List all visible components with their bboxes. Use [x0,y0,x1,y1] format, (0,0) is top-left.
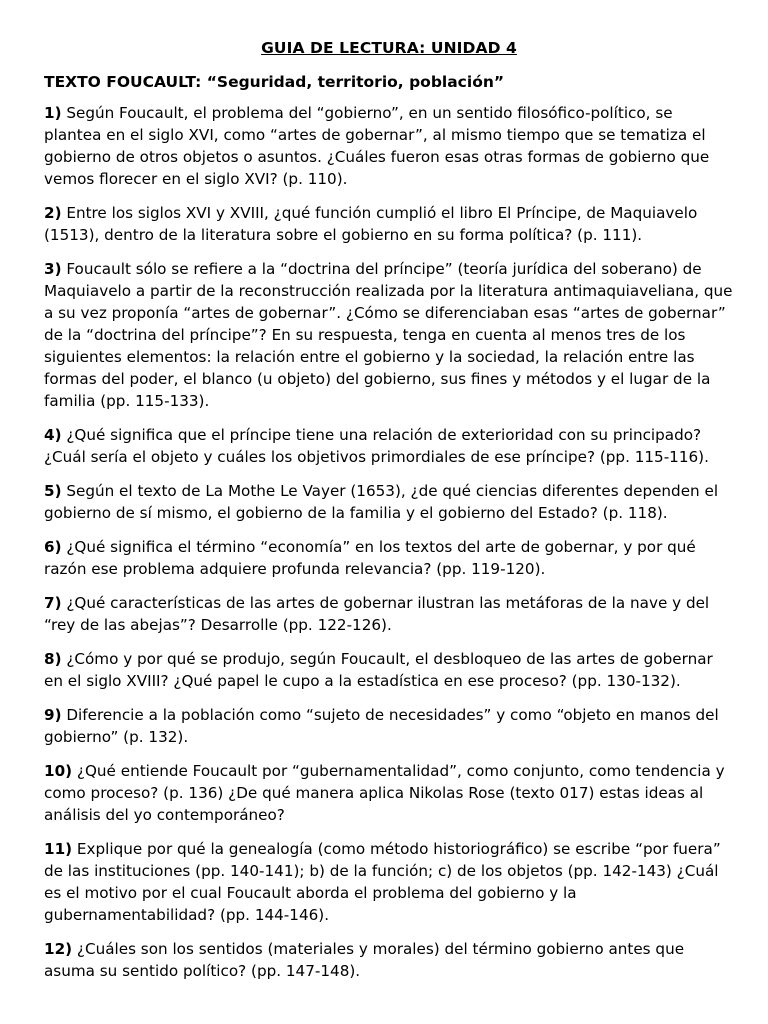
question-number: 7) [44,594,62,612]
question-number: 5) [44,482,62,500]
question-text: Foucault sólo se refiere a la “doctrina del príncipe” (teoría jurídica del soberano) de Maquiavelo a partir de la reconstrucción realizada por la literatura antimaquiaveliana, que a su vez proponía “artes de gobernar”. ¿Cómo se diferenciaban esas “artes de gobernar” de la “doctrina del príncipe”? En su respuesta, tenga en cuenta al menos tres de los siguientes elementos: la relación entre el gobierno y la sociedad, la relación entre las formas del poder, el blanco (u objeto) del gobierno, sus fines y métodos y el lugar de la familia (pp. 115-133). [44,260,733,410]
document-subtitle: TEXTO FOUCAULT: “Seguridad, territorio, población” [44,73,505,91]
question-number: 1) [44,104,62,122]
document-title: GUIA DE LECTURA: UNIDAD 4 [261,39,517,57]
question-text: Según el texto de La Mothe Le Vayer (1653), ¿de qué ciencias diferentes dependen el gobierno de sí mismo, el gobierno de la familia y el gobierno del Estado? (p. 118). [44,482,719,522]
question-3 [44,258,734,412]
question-12 [44,938,734,982]
question-4 [44,424,734,468]
question-text: Diferencie a la población como “sujeto de necesidades” y como “objeto en manos del gobierno” (p. 132). [44,706,719,746]
question-number: 3) [44,260,62,278]
question-number: 9) [44,706,62,724]
question-number: 11) [44,840,73,858]
question-10 [44,760,734,826]
question-text: ¿Qué significa que el príncipe tiene una relación de exterioridad con su principado? ¿Cuál sería el objeto y cuáles los objetivos primordiales de ese príncipe? (pp. 115-116). [44,426,709,466]
question-text: Entre los siglos XVI y XVIII, ¿qué función cumplió el libro El Príncipe, de Maquiavelo (1513), dentro de la literatura sobre el gobierno en su forma política? (p. 111). [44,204,698,244]
question-text: ¿Qué significa el término “economía” en los textos del arte de gobernar, y por qué razón ese problema adquiere profunda relevancia? (pp. 119-120). [44,538,696,578]
question-number: 8) [44,650,62,668]
question-text: Según Foucault, el problema del “gobierno”, en un sentido filosófico-político, se plantea en el siglo XVI, como “artes de gobernar”, al mismo tiempo que se tematiza el gobierno de otros objetos o asuntos. ¿Cuáles fueron esas otras formas de gobierno que vemos florecer en el siglo XVI? (p. 110). [44,104,710,188]
question-11 [44,838,734,926]
document-page [44,38,734,982]
question-number: 2) [44,204,62,222]
question-text: ¿Cómo y por qué se produjo, según Foucault, el desbloqueo de las artes de gobernar en el siglo XVIII? ¿Qué papel le cupo a la estadística en ese proceso? (pp. 130-132). [44,650,713,690]
question-7 [44,592,734,636]
question-5 [44,480,734,524]
question-9 [44,704,734,748]
question-text: ¿Cuáles son los sentidos (materiales y morales) del término gobierno antes que asuma su sentido político? (pp. 147-148). [44,940,685,980]
question-text: ¿Qué entiende Foucault por “gubernamentalidad”, como conjunto, como tendencia y como proceso? (p. 136) ¿De qué manera aplica Nikolas Rose (texto 017) estas ideas al análisis del yo contemporáneo? [44,762,725,824]
question-1 [44,102,734,190]
question-8 [44,648,734,692]
question-number: 12) [44,940,73,958]
question-number: 6) [44,538,62,556]
question-text: Explique por qué la genealogía (como método historiográfico) se escribe “por fuera” de las instituciones (pp. 140-141); b) de la función; c) de los objetos (pp. 142-143) ¿Cuál es el motivo por el cual Foucault aborda el problema del gobierno y la gubernamentabilidad? (pp. 144-146). [44,840,721,924]
question-2 [44,202,734,246]
question-text: ¿Qué características de las artes de gobernar ilustran las metáforas de la nave y del “rey de las abejas”? Desarrolle (pp. 122-126). [44,594,710,634]
question-number: 4) [44,426,62,444]
question-6 [44,536,734,580]
question-list [44,102,734,982]
question-number: 10) [44,762,73,780]
